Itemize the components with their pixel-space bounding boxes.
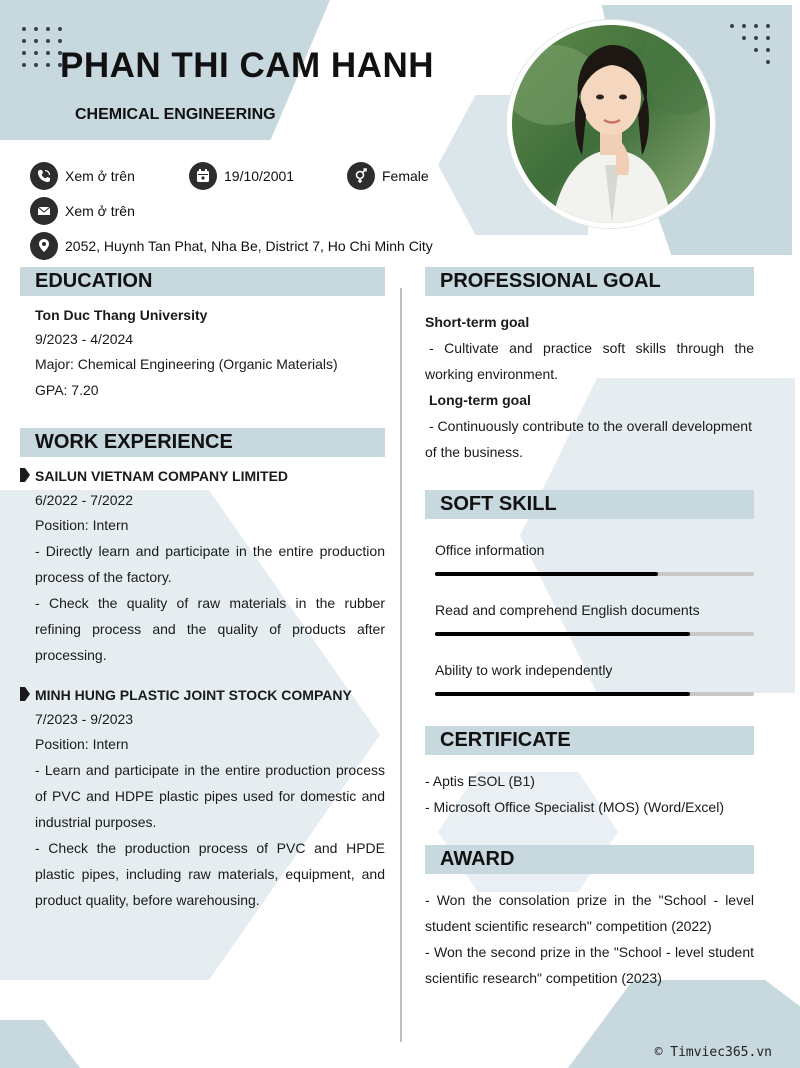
skill-bar (435, 692, 754, 696)
column-divider (400, 288, 402, 1042)
profile-photo (507, 20, 715, 228)
skill-bar (435, 572, 754, 576)
email-value: Xem ở trên (65, 203, 135, 219)
decor-dots-left (22, 27, 62, 67)
calendar-icon (189, 162, 217, 190)
contact-phone (30, 162, 135, 190)
contact-email (30, 197, 135, 225)
skill-bar-fill (435, 692, 690, 696)
bullet-icon (20, 687, 30, 701)
certificate-heading: CERTIFICATE (425, 726, 754, 755)
candidate-major: CHEMICAL ENGINEERING (75, 106, 276, 123)
education-heading: EDUCATION (20, 267, 385, 296)
goal-long-label: Long-term goal (429, 392, 531, 408)
contact-birthday (189, 162, 294, 190)
job-period: 6/2022 - 7/2022 (35, 492, 134, 508)
certificate-item: - Microsoft Office Specialist (MOS) (Word/Excel) (425, 799, 724, 815)
skill-bar-fill (435, 632, 690, 636)
skill-label: Read and comprehend English documents (435, 602, 700, 618)
gender-value: Female (382, 168, 429, 184)
job-position: Position: Intern (35, 736, 129, 752)
award-item: - Won the second prize in the "School - level student scientific research" competition (2023) (425, 944, 754, 986)
goal-heading: PROFESSIONAL GOAL (425, 267, 754, 296)
candidate-name: PHAN THI CAM HANH (60, 46, 435, 85)
decor-shape-bottom-left (0, 1020, 80, 1068)
award-heading: AWARD (425, 845, 754, 874)
skill-heading: SOFT SKILL (425, 490, 754, 519)
education-major: Major: Chemical Engineering (Organic Materials) (35, 356, 338, 372)
phone-value: Xem ở trên (65, 168, 135, 184)
job-company: MINH HUNG PLASTIC JOINT STOCK COMPANY (35, 687, 352, 703)
goal-short-label: Short-term goal (425, 314, 530, 330)
birthday-value: 19/10/2001 (224, 168, 295, 184)
footer-copyright: © Timviec365.vn (654, 1045, 772, 1060)
goal-long-text: - Continuously contribute to the overall development of the business. (425, 418, 752, 460)
skill-bar-fill (435, 572, 658, 576)
job-period: 7/2023 - 9/2023 (35, 711, 134, 727)
skill-label: Office information (435, 542, 545, 558)
certificate-item: - Aptis ESOL (B1) (425, 773, 535, 789)
job-company: SAILUN VIETNAM COMPANY LIMITED (35, 468, 289, 484)
goal-short-text: - Cultivate and practice soft skills through the working environment. (425, 340, 754, 382)
decor-dots-right (730, 24, 770, 64)
contact-address (30, 232, 433, 260)
bullet-icon (20, 468, 30, 482)
skill-bar (435, 632, 754, 636)
education-school: Ton Duc Thang University (35, 307, 208, 323)
gender-icon (347, 162, 375, 190)
award-item: - Won the consolation prize in the "School - level student scientific research" competition (2022) (425, 892, 754, 934)
mail-icon (30, 197, 58, 225)
job-duty: - Learn and participate in the entire production process of PVC and HDPE plastic pipes used for domestic and industrial purposes. (35, 762, 385, 830)
education-period: 9/2023 - 4/2024 (35, 331, 134, 347)
job-duty: - Directly learn and participate in the entire production process of the factory. (35, 543, 385, 585)
education-gpa: GPA: 7.20 (35, 382, 99, 398)
job-duty: - Check the production process of PVC and HPDE plastic pipes, including raw materials, equipment, and product quality, before warehousing. (35, 840, 385, 908)
work-heading: WORK EXPERIENCE (20, 428, 385, 457)
job-position: Position: Intern (35, 517, 129, 533)
address-value: 2052, Huynh Tan Phat, Nha Be, District 7, Ho Chi Minh City (65, 238, 433, 254)
skill-label: Ability to work independently (435, 662, 613, 678)
location-icon (30, 232, 58, 260)
phone-icon (30, 162, 58, 190)
contact-gender (347, 162, 429, 190)
job-duty: - Check the quality of raw materials in the rubber refining process and the quality of products after processing. (35, 595, 385, 663)
